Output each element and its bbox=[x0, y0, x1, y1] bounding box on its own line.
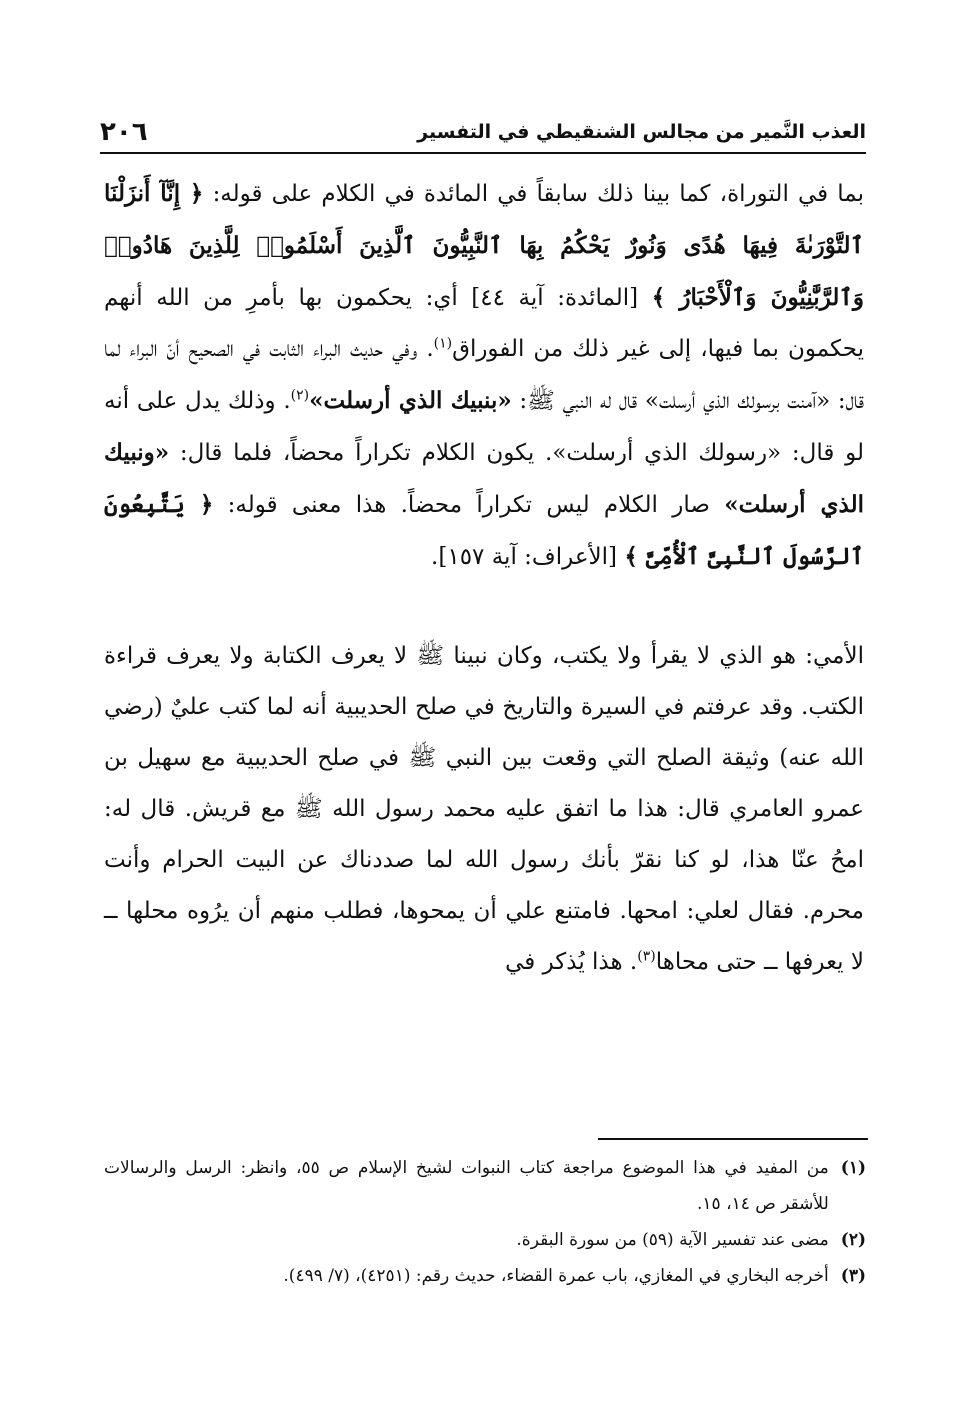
paragraph-1-text-a: [المائدة: آية ٤٤] أي: يحكمون بها بأمرِ من الله أنهم يحكمون بما فيها، إلى غير ذلك من الفوراق bbox=[104, 285, 864, 362]
footnote-3 bbox=[104, 1258, 866, 1294]
paragraph-1-text-c: . وذلك يدل على أنه لو قال: «رسولك الذي أرسلت». يكون الكلام تكراراً محضاً، فلما قال: bbox=[104, 388, 864, 466]
footnote-text: من المفيد في هذا الموضوع مراجعة كتاب النبوات لشيخ الإسلام ص ٥٥، وانظر: الرسل والرسالات للأشقر ص ١٤، ١٥. bbox=[104, 1158, 829, 1214]
page-number: ٢٠٦ bbox=[100, 117, 148, 147]
running-title: العذب النَّمير من مجالس الشنقيطي في التفسير bbox=[417, 121, 866, 143]
paragraph-2-text-b: . هذا يُذكر في bbox=[505, 949, 638, 975]
footnotes bbox=[104, 1150, 866, 1294]
quran-quote-araf-157: ﴿ يَتَّبِعُونَ ٱلرَّسُولَ ٱلنَّبِىَّ ٱلْأُمِّىَّ ﴾ bbox=[104, 491, 864, 570]
footnote-number: (٢) bbox=[840, 1230, 866, 1250]
paragraph-2-text-a: الأمي: هو الذي لا يقرأ ولا يكتب، وكان نبينا ﷺ لا يعرف الكتابة ولا يعرف قراءة الكتب. وقد عرفتم في السيرة والتاريخ في صلح الحديبية أنه لما كتب عليٌ (رضي الله عنه) وثيقة الصلح التي وقعت بين النبي ﷺ في صلح الحديبية مع سهيل بن عمرو العامري قال: هذا ما اتفق عليه محمد رسول الله ﷺ مع قريش. قال له: امحُ عنّا هذا، لو كنا نقرّ بأنك رسول الله لما صددناك عن البيت الحرام وأنت محرم. فقال لعلي: امحها. فامتنع علي أن يمحوها، فطلب منهم أن يرُوه محلها ــ لا يعرفها ــ حتى محاها bbox=[104, 643, 864, 975]
footnote-ref-2[interactable]: (٢) bbox=[290, 387, 310, 404]
quran-quote-maidah-44: ﴿ إِنَّآ أَنزَلْنَا ٱلتَّوْرَىٰةَ فِيهَا هُدًى وَنُورٌ يَحْكُمُ بِهَا ٱلنَّبِيُّونَ ٱلَّذِينَ أَسْلَمُوا۟ لِلَّذِينَ هَادُوا۟ وَٱلرَّبَّٰنِيُّونَ وَٱلْأَحْبَارُ ﴾ bbox=[104, 180, 864, 311]
footnote-1 bbox=[104, 1150, 866, 1222]
paragraph-gap bbox=[104, 583, 864, 631]
hadith-phrase-1: «بنبيك الذي أرسلت» bbox=[309, 387, 512, 414]
paragraph-2 bbox=[104, 631, 864, 988]
footnote-text: مضى عند تفسير الآية (٥٩) من سورة البقرة. bbox=[516, 1230, 829, 1250]
footnote-2 bbox=[104, 1222, 866, 1258]
footnote-separator bbox=[598, 1138, 868, 1140]
footnote-text: أخرجه البخاري في المغازي، باب عمرة القضاء، حديث رقم: (٤٢٥١)، (٧/ ٤٩٩). bbox=[283, 1266, 829, 1286]
footnote-number: (١) bbox=[840, 1158, 866, 1178]
page-header bbox=[100, 112, 866, 152]
paragraph-1-text-d: صار الكلام ليس تكراراً محضاً. هذا معنى قوله: bbox=[213, 492, 725, 518]
paragraph-1-text-b: . وفي حديث البراء الثابت في الصحيح أنّ البراء لما قال: «آمنت برسولك الذي أرسلت» قال له النبي ﷺ: bbox=[104, 336, 864, 414]
header-rule bbox=[100, 152, 866, 154]
footnote-ref-3[interactable]: (٣) bbox=[637, 948, 656, 965]
paragraph-1-intro: بما في التوراة، كما بينا ذلك سابقاً في المائدة في الكلام على قوله: bbox=[212, 181, 865, 207]
main-text bbox=[104, 168, 864, 988]
paragraph-1 bbox=[104, 168, 864, 583]
paragraph-1-text-e: [الأعراف: آية ١٥٧]. bbox=[431, 544, 625, 570]
hadith-phrase-2: «ونبيك الذي أرسلت» bbox=[104, 439, 865, 518]
footnote-number: (٣) bbox=[840, 1266, 866, 1286]
footnote-ref-1[interactable]: (١) bbox=[433, 335, 453, 352]
